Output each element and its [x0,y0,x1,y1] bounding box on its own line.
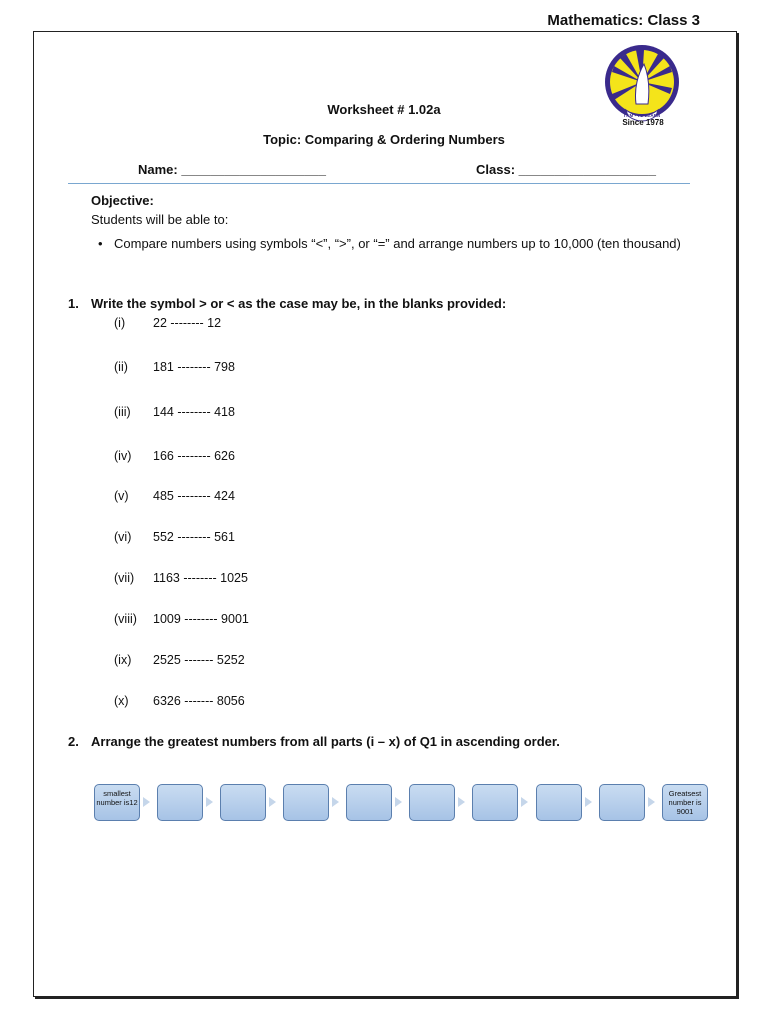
question-2 [68,734,560,749]
item-expression: 1009 -------- 9001 [153,612,249,626]
arrow-right-icon [143,797,150,807]
question-2-number: 2. [68,734,79,749]
question-1 [68,296,506,311]
question-2-text: Arrange the greatest numbers from all parts (i – x) of Q1 in ascending order. [91,734,560,749]
objective-bullet [98,234,690,254]
item-expression: 22 -------- 12 [153,316,222,330]
comparison-item [114,653,245,667]
arrow-right-icon [206,797,213,807]
bullet-icon: • [98,236,103,251]
item-expression: 485 -------- 424 [153,489,235,503]
arrow-right-icon [521,797,528,807]
question-1-number: 1. [68,296,79,311]
item-expression: 181 -------- 798 [153,360,235,374]
logo-since-text: Since 1978 [622,118,664,127]
item-numeral: (viii) [114,612,137,626]
answer-box[interactable] [283,784,329,821]
item-expression: 6326 ------- 8056 [153,694,245,708]
answer-box[interactable] [536,784,582,821]
item-numeral: (vii) [114,571,135,585]
item-numeral: (ii) [114,360,128,374]
comparison-item [114,449,235,463]
item-numeral: (ix) [114,653,132,667]
comparison-item [114,694,245,708]
item-expression: 166 -------- 626 [153,449,235,463]
item-numeral: (x) [114,694,129,708]
item-numeral: (vi) [114,530,132,544]
answer-box[interactable] [409,784,455,821]
worksheet-number: Worksheet # 1.02a [327,102,441,117]
item-expression: 144 -------- 418 [153,405,235,419]
worksheet-topic: Topic: Comparing & Ordering Numbers [263,132,505,147]
objective-heading: Objective: [91,193,154,208]
answer-box[interactable] [599,784,645,821]
item-expression: 1163 -------- 1025 [153,571,248,585]
question-1-text: Write the symbol > or < as the case may be, in the blanks provided: [91,296,507,311]
comparison-item [114,316,221,330]
answer-box[interactable] [157,784,203,821]
subject-class-title: Mathematics: Class 3 [547,12,700,29]
logo-motto: I AM - TO LEARN [623,113,661,118]
comparison-item [114,530,235,544]
item-expression: 2525 ------- 5252 [153,653,245,667]
objective-bullet-text: Compare numbers using symbols “<”, “>”, or “=” and arrange numbers up to 10,000 (ten thousand) [114,236,681,251]
flow-box-start: smallest number is12 [94,784,140,821]
comparison-item [114,571,248,585]
answer-box[interactable] [346,784,392,821]
arrow-right-icon [269,797,276,807]
item-numeral: (v) [114,489,129,503]
item-numeral: (iii) [114,405,131,419]
header-divider [68,183,690,184]
comparison-item [114,405,235,419]
arrow-right-icon [648,797,655,807]
answer-box[interactable] [220,784,266,821]
arrow-right-icon [332,797,339,807]
answer-box[interactable] [472,784,518,821]
class-field: Class: ___________________ [476,162,657,177]
objective-intro: Students will be able to: [91,212,229,227]
item-expression: 552 -------- 561 [153,530,235,544]
item-numeral: (i) [114,316,126,330]
name-field: Name: ____________________ [138,162,326,177]
comparison-item [114,360,235,374]
flow-box-end: Greatsest number is 9001 [662,784,708,821]
arrow-right-icon [458,797,465,807]
item-numeral: (iv) [114,449,132,463]
arrow-right-icon [585,797,592,807]
comparison-item [114,489,235,503]
arrow-right-icon [395,797,402,807]
comparison-item [114,612,249,626]
